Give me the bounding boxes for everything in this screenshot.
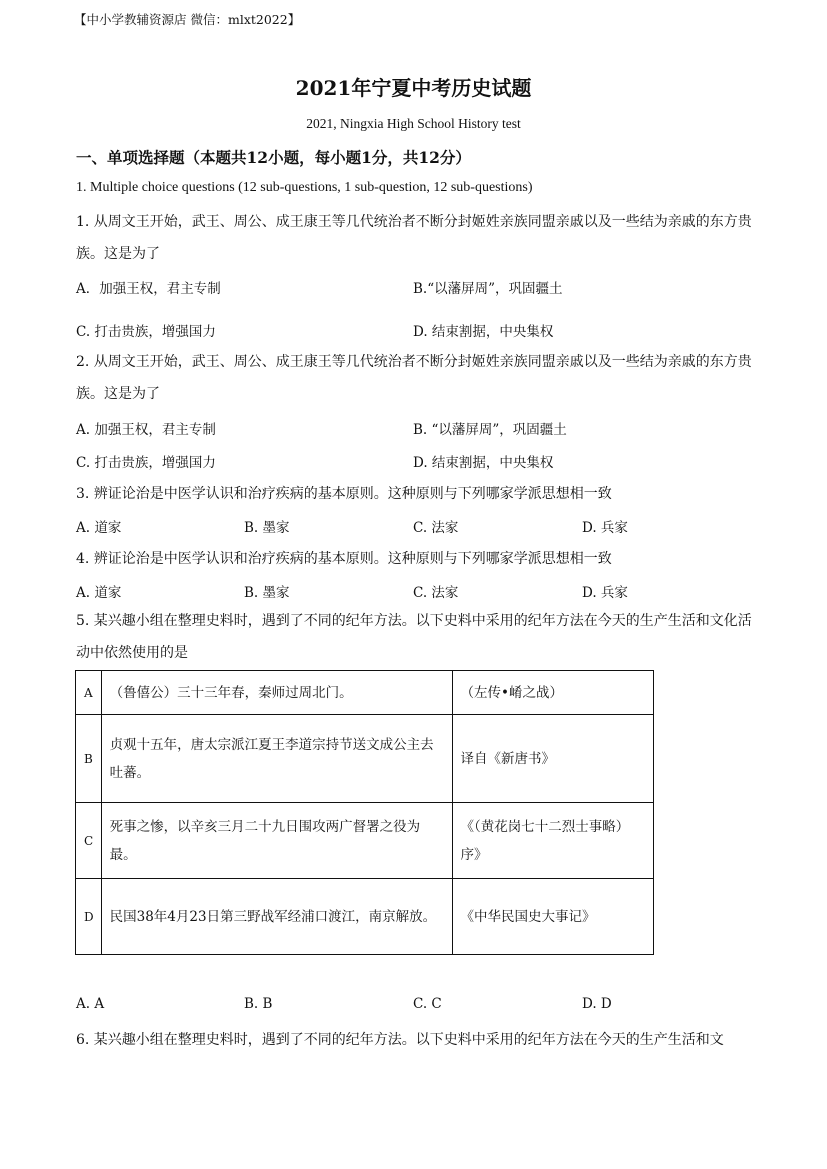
section-english: 1. Multiple choice questions (12 sub-questions, 1 sub-question, 12 sub-questions): [76, 180, 533, 195]
page-subtitle: 2021, Ningxia High School History test: [306, 116, 521, 131]
question-6-text: 6. 某兴趣小组在整理史料时，遇到了不同的纪年方法。以下史料中采用的纪年方法在今天的生产生活和文: [76, 1032, 724, 1048]
question-5-option-a: A. A: [76, 996, 105, 1012]
table-cell-letter: B: [76, 715, 102, 803]
question-5-text: 5. 某兴趣小组在整理史料时，遇到了不同的纪年方法。以下史料中采用的纪年方法在今天的生产生活和文化活动中依然使用的是: [76, 613, 752, 661]
table-cell-text: 贞观十五年，唐太宗派江夏王李道宗持节送文成公主去吐蕃。: [101, 715, 452, 803]
question-5-option-d: D. D: [582, 996, 612, 1012]
question-1-option-a: A．加强王权，君主专制: [76, 281, 221, 297]
question-3-option-c: C. 法家: [413, 520, 459, 536]
table-cell-source: 《（黄花岗七十二烈士事略）序》: [452, 803, 653, 879]
question-1-text: 1. 从周文王开始，武王、周公、成王康王等几代统治者不断分封姬姓亲族同盟亲戚以及一些结为亲戚的东方贵族。这是为了: [76, 214, 752, 262]
table-cell-text: 死事之惨，以辛亥三月二十九日围攻两广督署之役为最。: [101, 803, 452, 879]
question-4-option-b: B. 墨家: [244, 585, 290, 601]
table-cell-source: （左传•崤之战）: [452, 671, 653, 715]
question-4-text: 4. 辨证论治是中医学认识和治疗疾病的基本原则。这种原则与下列哪家学派思想相一致: [76, 551, 612, 567]
question-2-text: 2. 从周文王开始，武王、周公、成王康王等几代统治者不断分封姬姓亲族同盟亲戚以及一些结为亲戚的东方贵族。这是为了: [76, 354, 752, 402]
question-2-option-c: C. 打击贵族，增强国力: [76, 455, 216, 471]
question-1-option-c: C. 打击贵族，增强国力: [76, 324, 216, 340]
question-5-source-table: [75, 670, 654, 955]
table-cell-letter: C: [76, 803, 102, 879]
question-4-option-c: C. 法家: [413, 585, 459, 601]
table-cell-letter: A: [76, 671, 102, 715]
question-3-option-b: B. 墨家: [244, 520, 290, 536]
question-4-option-a: A. 道家: [76, 585, 122, 601]
table-cell-text: （鲁僖公）三十三年春，秦师过周北门。: [101, 671, 452, 715]
page-title: 2021年宁夏中考历史试题: [295, 76, 532, 100]
question-3-option-a: A. 道家: [76, 520, 122, 536]
watermark-text: 【中小学教辅资源店 微信：mlxt2022】: [74, 12, 301, 27]
question-1-option-b: B.“以藩屏周”，巩固疆土: [413, 281, 563, 297]
question-5-option-b: B. B: [244, 996, 273, 1012]
table-row: [76, 715, 654, 803]
question-2-option-b: B. “以藩屏周”，巩固疆土: [413, 422, 567, 438]
table-cell-source: 译自《新唐书》: [452, 715, 653, 803]
question-4-option-d: D. 兵家: [582, 585, 628, 601]
table-cell-source: 《中华民国史大事记》: [452, 879, 653, 955]
table-cell-text: 民国38年4月23日第三野战军经浦口渡江，南京解放。: [101, 879, 452, 955]
question-1-option-d: D. 结束割据，中央集权: [413, 324, 554, 340]
question-3-text: 3. 辨证论治是中医学认识和治疗疾病的基本原则。这种原则与下列哪家学派思想相一致: [76, 486, 612, 502]
table-row: [76, 671, 654, 715]
section-title: 一、单项选择题（本题共12小题，每小题1分，共12分）: [76, 148, 471, 167]
question-2-option-a: A. 加强王权，君主专制: [76, 422, 216, 438]
question-3-option-d: D. 兵家: [582, 520, 628, 536]
table-cell-letter: D: [76, 879, 102, 955]
question-5-option-c: C. C: [413, 996, 442, 1012]
table-row: [76, 803, 654, 879]
table-row: [76, 879, 654, 955]
question-2-option-d: D. 结束割据，中央集权: [413, 455, 554, 471]
